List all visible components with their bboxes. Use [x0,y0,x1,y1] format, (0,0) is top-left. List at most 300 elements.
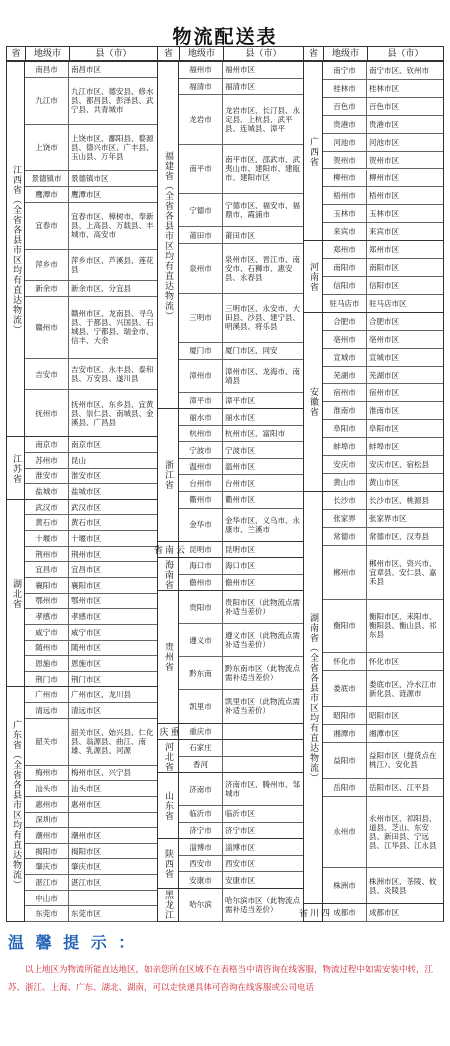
table-row [323,295,443,313]
table-row [179,62,303,79]
table-row [179,79,303,96]
header-city-2: 地级市 [179,47,223,61]
county-cell: 赣州市区、龙南县、寻乌县、于都县、兴国县、石城县、宁都县、瑞金市、信丰、大余 [71,309,154,346]
table-row [179,492,303,509]
table-row [179,95,303,145]
province-section [303,491,443,903]
county-cell: 抚州市区、东乡县、宜黄县、崇仁县、南城县、金溪县、广昌县 [71,399,154,427]
county-cell: 临沂市区 [225,809,255,819]
county-cell: 潮州市区 [71,830,101,840]
province-label: 云南省 [157,542,179,559]
city-cell: 丽水市 [179,409,223,425]
city-cell: 杭州市 [179,426,223,442]
table-row [179,889,303,922]
province-section [157,772,303,838]
city-cell: 漳州市 [179,360,223,392]
city-cell: 抚州市 [25,390,69,436]
table-row [179,343,303,360]
table-row [25,62,157,78]
county-cell: 南平市区、邵武市、武夷山市、建阳市、建瓯市、建阳市区 [225,155,300,183]
city-cell: 南宁市 [323,62,367,79]
county-cell: 桂林市区 [369,83,399,93]
province-label: 广东省（全省各县市区均有直达物流） [7,687,25,922]
city-cell: 萍乡市 [25,250,69,280]
city-cell: 汕头市 [25,781,69,796]
city-cell: 宿州市 [323,384,367,401]
province-label: 四川省 [303,904,323,922]
county-cell [69,813,157,828]
county-cell: 柳州市区 [369,173,399,183]
city-cell: 淄博市 [179,839,223,855]
county-cell: 岳阳市区、江平县 [369,782,429,792]
table-row [179,657,303,690]
city-cell: 武汉市 [25,500,69,515]
table-row [25,875,157,891]
city-cell: 亳州市 [323,331,367,348]
city-cell: 重庆市 [179,724,223,740]
county-cell: 宿州市区 [369,388,399,398]
city-cell: 儋州市 [179,575,223,591]
city-cell: 惠州市 [25,797,69,812]
table-row [25,781,157,797]
county-cell: 杭州市区、富阳市 [225,429,285,439]
table-row [179,145,303,195]
table-row [323,134,443,152]
table-row [25,437,157,453]
table-row [179,773,303,806]
county-cell: 上饶市区、鄱阳县、婺源县、德兴市区、广丰县、玉山县、万年县 [71,133,154,161]
city-cell: 昆明市 [179,542,223,558]
county-cell: 荆州市区 [71,549,101,559]
table-row [179,690,303,723]
city-cell: 莆田市 [179,227,223,243]
city-cell: 张家界 [323,510,367,527]
table-row [25,484,157,500]
city-cell: 宜春市 [25,203,69,249]
county-cell: 孝感市区 [71,612,101,622]
city-cell: 济南市 [179,773,223,805]
province-section [7,61,157,436]
county-cell: 驻马店市区 [369,298,407,308]
table-row [179,558,303,575]
county-cell: 贵阳市区（此物流点需补适当差价） [225,598,300,617]
table-row [25,203,157,250]
notice-heading: 温 馨 提 示 ： [8,933,138,952]
table-row [25,609,157,625]
table-row [25,766,157,782]
city-cell: 海口市 [179,558,223,574]
table-row [179,757,303,774]
city-cell: 凯里市 [179,690,223,722]
table-row [323,80,443,98]
province-label: 海南省 [157,558,179,591]
city-cell: 咸宁市 [25,625,69,640]
table-row [179,294,303,344]
table-row [25,187,157,203]
city-cell: 湛江市 [25,875,69,890]
table-row [323,420,443,438]
table-row [25,515,157,531]
table-row [25,828,157,844]
city-cell: 临沂市 [179,806,223,822]
city-cell: 福清市 [179,79,223,95]
table-row [25,547,157,563]
county-cell: 宣城市区 [369,352,399,362]
county-cell: 西安市区 [225,859,255,869]
county-cell: 长沙市区、桃源县 [369,495,429,505]
province-label: 河北省 [157,740,179,773]
county-cell: 梧州市区 [369,191,399,201]
city-cell: 蚌埠市 [323,438,367,455]
table-row [323,98,443,116]
province-section [157,590,303,722]
county-cell: 黔东南市区（此物流点需补适当差价） [225,664,300,683]
county-cell: 遵义市区（此物流点需补适当差价） [225,631,300,650]
city-cell: 玉林市 [323,205,367,222]
province-section [157,838,303,888]
table-row [323,277,443,295]
city-cell: 贵阳市 [179,591,223,623]
county-cell: 鄂州市区 [71,596,101,606]
table-row [179,360,303,393]
city-cell: 娄底市 [323,671,367,706]
table-row [323,456,443,474]
table-row [323,116,443,134]
county-cell: 新余市区、分宜县 [71,283,131,293]
table-row [179,839,303,856]
county-cell: 淮南市区 [369,406,399,416]
table-row [323,671,443,707]
city-cell: 成都市 [323,904,367,921]
table-row [323,492,443,510]
city-cell: 苏州市 [25,453,69,468]
county-cell: 衡阳市区、耒阳市、衡阳县、衡山县、祁东县 [369,612,437,640]
city-cell: 中山市 [25,891,69,906]
table-row [25,625,157,641]
city-cell: 石家庄 [179,740,223,756]
county-cell: 淮安市区 [71,471,101,481]
county-cell: 丽水市区 [225,412,255,422]
county-cell: 昆明市区 [225,544,255,554]
table-row [25,297,157,360]
province-section [157,723,303,740]
county-cell: 南阳市区 [369,263,399,273]
city-cell: 襄阳市 [25,578,69,593]
county-cell: 来宾市区 [369,227,399,237]
county-cell: 漳平市区 [225,396,255,406]
city-cell: 香河 [179,757,223,773]
city-cell: 厦门市 [179,343,223,359]
county-cell: 淄博市区 [225,842,255,852]
city-cell: 九江市 [25,78,69,124]
city-cell: 黄山市 [323,474,367,491]
county-cell: 广州市区、龙川县 [71,690,131,700]
table-row [25,797,157,813]
province-label: 浙江省 [157,409,179,541]
county-cell: 株洲市区、茶陵、攸县、炎陵县 [369,876,437,895]
table-row [323,241,443,259]
city-cell: 黄石市 [25,515,69,530]
city-cell: 景德镇市 [25,171,69,186]
county-cell: 龙岩市区、长汀县、永定县、上杭县、武平县、连城县、漳平 [225,105,300,133]
province-section [157,739,303,772]
county-cell: 宜春市区、樟树市、奉新县、上高县、万载县、丰城市、高安市 [71,212,154,240]
table-row [25,562,157,578]
county-cell: 郑州市区 [369,245,399,255]
city-cell: 南平市 [179,145,223,194]
table-row [179,393,303,410]
city-cell: 南昌市 [25,62,69,77]
province-label: 贵州省 [157,591,179,723]
city-cell: 阜阳市 [323,420,367,437]
city-cell: 潮州市 [25,828,69,843]
county-cell: 泉州市区、晋江市、南安市、石狮市、惠安县、永春县 [225,254,300,282]
table-row [323,743,443,779]
table-row [323,367,443,385]
header-county-2: 县（市） [223,47,303,61]
header-county-3: 县（市） [367,47,443,61]
county-cell [69,891,157,906]
county-cell: 梅州市区、兴宁县 [71,768,131,778]
table-row [179,872,303,889]
header-province-3: 省 [303,47,323,61]
county-cell: 海口市区 [225,561,255,571]
table-row [323,779,443,797]
county-cell: 湛江市区 [71,877,101,887]
city-cell: 赣州市 [25,297,69,359]
county-cell: 百色市区 [369,101,399,111]
province-label: 河南省 [303,241,323,313]
city-cell: 淮安市 [25,469,69,484]
table-row [179,442,303,459]
header-province-2: 省 [157,47,179,61]
county-cell: 济南市区、腾州市、邹城市 [225,780,300,799]
province-label: 重庆 [157,724,179,741]
table-row [179,591,303,624]
city-cell: 郑州市 [323,241,367,258]
header-province-1: 省 [7,47,25,61]
city-cell: 肇庆市 [25,859,69,874]
city-cell: 十堰市 [25,531,69,546]
city-cell: 黔东南 [179,657,223,689]
county-cell: 恩施市区 [71,658,101,668]
county-cell: 揭阳市区 [71,846,101,856]
city-cell: 湘潭市 [323,725,367,742]
city-cell: 荆门市 [25,672,69,687]
city-cell: 宜昌市 [25,562,69,577]
table-row [323,528,443,546]
table-row [323,384,443,402]
city-cell: 宁波市 [179,442,223,458]
county-cell: 景德镇市区 [71,174,109,184]
city-cell: 安庆市 [323,456,367,473]
city-cell: 衢州市 [179,492,223,508]
table-row [179,194,303,227]
table-row [179,409,303,426]
city-cell: 鹰潭市 [25,187,69,202]
table-row [25,844,157,860]
city-cell: 新余市 [25,281,69,296]
county-cell: 盐城市区 [71,486,101,496]
county-cell: 常德市区、汉寿县 [369,531,429,541]
table-row [25,578,157,594]
table-row [25,469,157,485]
province-label: 江苏省 [7,437,25,500]
city-cell: 安康市 [179,872,223,888]
city-cell: 昭阳市 [323,707,367,724]
city-cell: 永州市 [323,797,367,868]
county-cell: 福清市区 [225,81,255,91]
header-city-3: 地级市 [323,47,367,61]
county-cell: 韶关市区、始兴县、仁化县、翁源县、曲江、南雄、乳源县、河源 [71,728,154,756]
county-cell: 清远市区 [71,705,101,715]
county-cell: 荆门市区 [71,674,101,684]
county-cell: 娄底市区、冷水江市新化县、涟源市 [369,679,437,698]
city-cell: 株洲市 [323,868,367,903]
province-label: 陕西省 [157,839,179,889]
county-cell: 肇庆市区 [71,862,101,872]
city-cell: 梧州市 [323,187,367,204]
city-cell: 来宾市 [323,223,367,240]
table-row [179,542,303,559]
city-cell: 鄂州市 [25,594,69,609]
table-row [179,475,303,492]
county-cell: 阜阳市区 [369,424,399,434]
city-cell: 西安市 [179,856,223,872]
city-cell: 吉安市 [25,359,69,389]
province-section [303,61,443,240]
table-row [25,656,157,672]
county-cell: 黄山市区 [369,478,399,488]
table-row [323,313,443,331]
table-row [323,474,443,492]
header-city-1: 地级市 [25,47,69,61]
county-cell: 莆田市区 [225,230,255,240]
city-cell: 信阳市 [323,277,367,294]
table-row [323,187,443,205]
city-cell: 合肥市 [323,313,367,330]
table-row [323,653,443,671]
county-cell [223,740,303,756]
province-section [157,557,303,590]
city-cell: 福州市 [179,62,223,78]
table-row [323,170,443,188]
county-cell: 吉安市区、永丰县、泰和县、万安县、遂川县 [71,365,154,384]
city-cell: 常德市 [323,528,367,545]
city-cell: 岳阳市 [323,779,367,796]
city-cell: 宣城市 [323,349,367,366]
city-cell: 东莞市 [25,906,69,921]
delivery-table [6,46,444,922]
table-row [323,152,443,170]
city-cell: 遵义市 [179,624,223,656]
table-row [323,725,443,743]
city-cell: 百色市 [323,98,367,115]
table-row [323,510,443,528]
city-cell: 清远市 [25,703,69,718]
county-cell: 合肥市区 [369,316,399,326]
county-cell: 武汉市区 [71,502,101,512]
county-cell: 衢州市区 [225,495,255,505]
city-cell: 河池市 [323,134,367,151]
city-cell: 漳平市 [179,393,223,409]
county-cell: 福州市区 [225,65,255,75]
table-row [25,359,157,390]
county-cell: 东莞市区 [71,909,101,919]
county-cell: 黄石市区 [71,518,101,528]
county-cell: 金华市区、义乌市、永康市、兰溪市 [225,515,300,534]
table-row [25,672,157,688]
province-section [152,541,303,558]
city-cell: 驻马店市 [323,295,367,312]
table-row [25,687,157,703]
province-section [157,888,303,921]
table-row [25,453,157,469]
city-cell: 广州市 [25,687,69,702]
table-row [25,281,157,297]
table-row [323,205,443,223]
city-cell: 龙岩市 [179,95,223,144]
province-label: 福建省（全省各县市区均有直达物流） [157,62,179,409]
province-label: 江西省（全省各县市区均有直达物流） [7,62,25,437]
county-cell: 永州市区、祁阳县、道县、芝山、东安县、新田县、宁远县、江华县、江永县 [369,813,437,850]
city-cell: 恩施市 [25,656,69,671]
table-row [179,724,303,741]
table-row [179,227,303,244]
county-cell: 蚌埠市区 [369,442,399,452]
city-cell: 盐城市 [25,484,69,499]
table-row [179,426,303,443]
county-cell: 昭阳市区 [369,710,399,720]
county-cell: 漳州市区、龙海市、南靖县 [225,366,300,385]
county-cell: 十堰市区 [71,533,101,543]
table-row [25,594,157,610]
table-row [25,813,157,829]
county-cell: 怀化市区 [369,657,399,667]
province-section [157,61,303,408]
notice-box [8,930,442,1026]
county-cell: 郴州市区、资兴市、宜章县、安仁县、嘉禾县 [369,558,437,586]
city-cell: 荆州市 [25,547,69,562]
table-row [179,244,303,294]
county-cell: 湘潭市区 [369,728,399,738]
table-row [323,438,443,456]
city-cell: 孝感市 [25,609,69,624]
county-cell: 宜昌市区 [71,565,101,575]
city-cell: 芜湖市 [323,367,367,384]
city-cell: 衡阳市 [323,600,367,653]
county-cell: 贵港市区 [369,119,399,129]
city-cell: 揭阳市 [25,844,69,859]
table-row [25,531,157,547]
county-cell: 贺州市区 [369,155,399,165]
county-cell: 凯里市区（此物流点需补适当差价） [225,697,300,716]
table-row [25,719,157,766]
province-section [7,686,157,921]
city-cell: 贵港市 [323,116,367,133]
city-cell: 上饶市 [25,125,69,171]
province-section [303,312,443,491]
county-cell: 台州市区 [225,478,255,488]
table-row [179,624,303,657]
province-label: 湖南省（全省各县市区均有直达物流） [303,492,323,904]
province-label: 安徽省 [303,313,323,492]
county-cell: 厦门市区、同安 [225,346,278,356]
city-cell: 哈尔滨 [179,889,223,921]
table-row [25,171,157,187]
table-row [25,500,157,516]
county-cell: 张家界市区 [369,513,407,523]
